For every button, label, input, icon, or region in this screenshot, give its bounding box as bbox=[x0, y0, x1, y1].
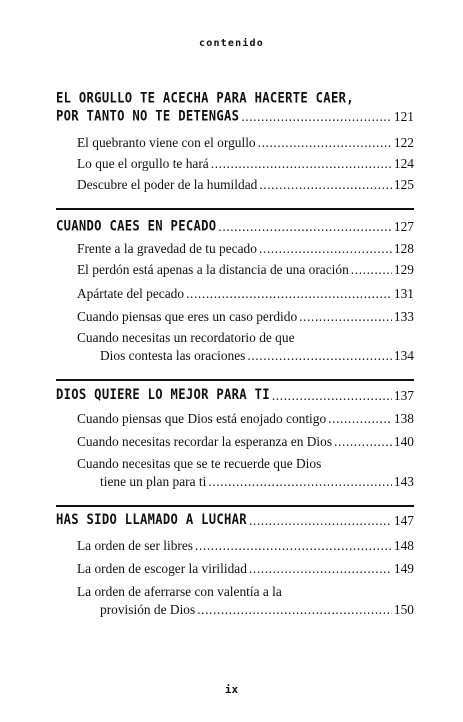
page-number: 131 bbox=[393, 286, 414, 301]
entry-title-line1: Cuando necesitas un recordatorio de que bbox=[77, 330, 295, 345]
dot-leader bbox=[299, 308, 392, 326]
toc-entry bbox=[56, 455, 414, 491]
toc-entry bbox=[56, 285, 414, 303]
page-folio: ix bbox=[224, 683, 239, 696]
dot-leader bbox=[197, 601, 392, 619]
entry-title: Apártate del pecado bbox=[77, 286, 185, 301]
entry-title: Cuando piensas que Dios está enojado contigo bbox=[77, 411, 327, 426]
section-heading: CUANDO CAES EN PECADO bbox=[56, 217, 217, 234]
page-number: 149 bbox=[393, 561, 414, 576]
entry-title: El quebranto viene con el orgullo bbox=[77, 135, 256, 150]
page-number: 138 bbox=[393, 411, 414, 426]
dot-leader bbox=[334, 433, 392, 451]
toc-entry bbox=[56, 134, 414, 152]
toc-section-pride bbox=[56, 90, 414, 126]
dot-leader bbox=[208, 473, 392, 491]
toc-entry bbox=[56, 155, 414, 173]
page-number: 121 bbox=[393, 109, 414, 124]
toc-entry bbox=[56, 261, 414, 279]
entry-title-line2: Dios contesta las oraciones bbox=[100, 348, 246, 363]
entry-title: Frente a la gravedad de tu pecado bbox=[77, 241, 257, 256]
page-number: 148 bbox=[393, 538, 414, 553]
page-number: 125 bbox=[393, 177, 414, 192]
toc-entry bbox=[56, 433, 414, 451]
dot-leader bbox=[241, 108, 392, 126]
entry-title-line2: provisión de Dios bbox=[100, 602, 196, 617]
entry-title: Lo que el orgullo te hará bbox=[77, 156, 209, 171]
entry-title: La orden de escoger la virilidad bbox=[77, 561, 247, 576]
toc-entry bbox=[56, 329, 414, 365]
toc-entry bbox=[56, 560, 414, 578]
toc-entry bbox=[56, 240, 414, 258]
section-heading-line1: EL ORGULLO TE ACECHA PARA HACERTE CAER, bbox=[56, 89, 354, 106]
toc-section-fight bbox=[56, 512, 414, 530]
page-number: 122 bbox=[393, 135, 414, 150]
entry-title: El perdón está apenas a la distancia de una oración bbox=[77, 262, 349, 277]
section-heading: HAS SIDO LLAMADO A LUCHAR bbox=[56, 511, 247, 528]
page-number: 124 bbox=[393, 156, 414, 171]
dot-leader bbox=[249, 512, 392, 530]
toc-entry bbox=[56, 583, 414, 619]
entry-title: Cuando necesitas recordar la esperanza en Dios bbox=[77, 434, 333, 449]
entry-title: Cuando piensas que eres un caso perdido bbox=[77, 309, 298, 324]
toc-entry bbox=[56, 537, 414, 555]
section-divider bbox=[56, 505, 414, 507]
dot-leader bbox=[259, 176, 392, 194]
page-number: 129 bbox=[393, 262, 414, 277]
page-number: 143 bbox=[393, 474, 414, 489]
dot-leader bbox=[272, 387, 392, 405]
dot-leader bbox=[328, 410, 392, 428]
dot-leader bbox=[218, 218, 392, 236]
page-number: 134 bbox=[393, 348, 414, 363]
entry-title-line1: La orden de aferrarse con valentía a la bbox=[77, 584, 282, 599]
section-heading-entry bbox=[56, 108, 414, 126]
section-divider bbox=[56, 208, 414, 210]
toc-entry bbox=[56, 410, 414, 428]
toc-entry bbox=[56, 176, 414, 194]
dot-leader bbox=[211, 155, 392, 173]
dot-leader bbox=[259, 240, 392, 258]
page-number: 133 bbox=[393, 309, 414, 324]
dot-leader bbox=[247, 347, 392, 365]
entry-title: La orden de ser libres bbox=[77, 538, 194, 553]
toc-section-best bbox=[56, 387, 414, 405]
dot-leader bbox=[195, 537, 392, 555]
page-number: 127 bbox=[393, 219, 414, 234]
entry-title-line1: Cuando necesitas que se te recuerde que Dios bbox=[77, 456, 322, 471]
page-number: 128 bbox=[393, 241, 414, 256]
page-number: 137 bbox=[393, 388, 414, 403]
section-divider bbox=[56, 379, 414, 381]
running-head: contenido bbox=[199, 38, 264, 49]
page-number: 140 bbox=[393, 434, 414, 449]
toc-section-sin bbox=[56, 218, 414, 236]
entry-title: Descubre el poder de la humildad bbox=[77, 177, 258, 192]
entry-title-line2: tiene un plan para ti bbox=[100, 474, 207, 489]
section-heading: DIOS QUIERE LO MEJOR PARA TI bbox=[56, 386, 270, 403]
dot-leader bbox=[351, 261, 392, 279]
toc-entry bbox=[56, 308, 414, 326]
dot-leader bbox=[258, 134, 392, 152]
page-number: 150 bbox=[393, 602, 414, 617]
dot-leader bbox=[186, 285, 392, 303]
page-number: 147 bbox=[393, 513, 414, 528]
dot-leader bbox=[249, 560, 392, 578]
section-heading-line2: POR TANTO NO TE DETENGAS bbox=[56, 107, 240, 124]
